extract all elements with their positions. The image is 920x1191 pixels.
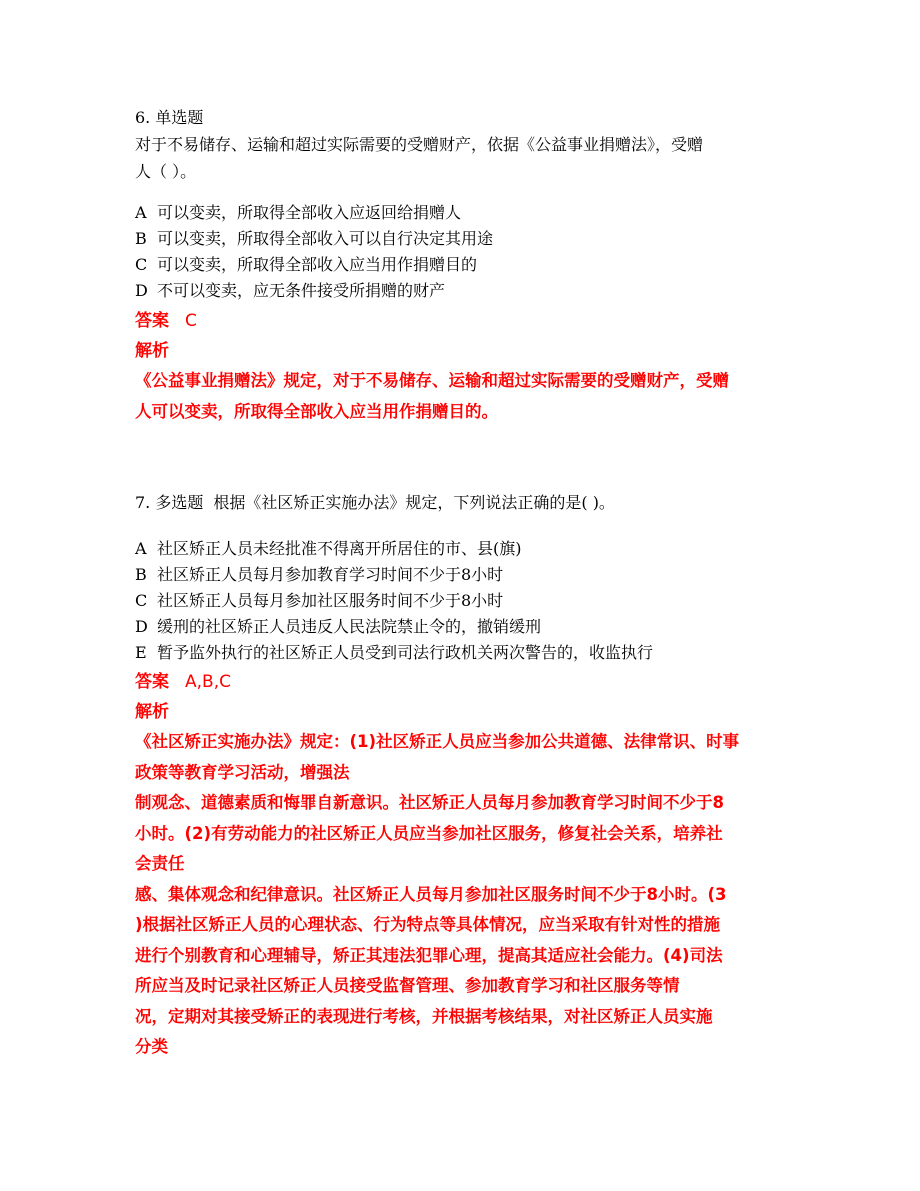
question-6-analysis — [135, 366, 790, 427]
option-letter: A — [135, 539, 147, 558]
analysis-line: 小时。(2)有劳动能力的社区矫正人员应当参加社区服务，修复社会关系，培养社 — [135, 823, 723, 843]
option-text: 社区矫正人员每月参加社区服务时间不少于8小时 — [157, 591, 504, 610]
question-6-options — [135, 200, 790, 304]
analysis-line: 政策等教育学习活动，增强法 — [135, 762, 350, 782]
option-b — [135, 562, 790, 588]
option-letter: A — [135, 203, 147, 222]
option-text: 可以变卖，所取得全部收入应当用作捐赠目的 — [157, 255, 478, 274]
option-d — [135, 278, 790, 304]
option-text: 缓刑的社区矫正人员违反人民法院禁止令的，撤销缓刑 — [157, 617, 542, 636]
option-d — [135, 614, 790, 640]
question-7-options — [135, 536, 790, 666]
option-text: 可以变卖，所取得全部收入应返回给捐赠人 — [157, 203, 462, 222]
option-c — [135, 252, 790, 278]
option-a — [135, 200, 790, 226]
option-text: 不可以变卖，应无条件接受所捐赠的财产 — [157, 281, 446, 300]
option-letter: C — [135, 591, 148, 610]
question-6-type: 6. 单选题 — [135, 108, 204, 127]
analysis-label: 解析 — [135, 702, 169, 722]
question-7-answer — [135, 667, 790, 1063]
option-b — [135, 226, 790, 252]
analysis-line: 进行个别教育和心理辅导，矫正其违法犯罪心理，提高其适应社会能力。(4)司法 — [135, 945, 723, 965]
question-6-answer — [135, 306, 790, 427]
option-text: 可以变卖，所取得全部收入可以自行决定其用途 — [157, 229, 494, 248]
question-6-stem-line-2: 人（ ）。 — [135, 162, 197, 181]
question-6 — [135, 104, 790, 185]
option-letter: C — [135, 255, 148, 274]
option-e — [135, 640, 790, 666]
analysis-line: 所应当及时记录社区矫正人员接受监督管理、参加教育学习和社区服务等情 — [135, 976, 680, 995]
option-letter: B — [135, 229, 147, 248]
option-letter: B — [135, 565, 147, 584]
option-letter: E — [135, 643, 147, 662]
analysis-line: 《社区矫正实施办法》规定：(1)社区矫正人员应当参加公共道德、法律常识、时事 — [135, 732, 740, 751]
option-text: 社区矫正人员未经批准不得离开所居住的市、县(旗) — [157, 539, 522, 558]
analysis-line: 会责任 — [135, 854, 185, 873]
analysis-label: 解析 — [135, 341, 169, 361]
analysis-line: 《公益事业捐赠法》规定，对于不易储存、运输和超过实际需要的受赠财产，受赠 — [135, 371, 729, 390]
answer-value: C — [185, 311, 197, 331]
question-7 — [135, 489, 790, 516]
answer-label: 答案 — [135, 672, 169, 692]
option-text: 暂予监外执行的社区矫正人员受到司法行政机关两次警告的，收监执行 — [157, 643, 654, 662]
option-c — [135, 588, 790, 614]
analysis-line: )根据社区矫正人员的心理状态、行为特点等具体情况，应当采取有针对性的措施 — [135, 915, 721, 934]
question-7-type: 7. 多选题 — [135, 493, 204, 512]
analysis-line: 人可以变卖，所取得全部收入应当用作捐赠目的。 — [135, 401, 498, 421]
option-a — [135, 536, 790, 562]
analysis-line: 感、集体观念和纪律意识。社区矫正人员每月参加社区服务时间不少于8小时。(3 — [135, 884, 727, 904]
option-letter: D — [135, 617, 148, 636]
question-7-stem: 根据《社区矫正实施办法》规定，下列说法正确的是( )。 — [213, 493, 615, 512]
analysis-line: 制观念、道德素质和悔罪自新意识。社区矫正人员每月参加教育学习时间不少于8 — [135, 793, 724, 812]
analysis-line: 况，定期对其接受矫正的表现进行考核，并根据考核结果，对社区矫正人员实施 — [135, 1006, 713, 1026]
option-text: 社区矫正人员每月参加教育学习时间不少于8小时 — [157, 565, 504, 584]
question-7-analysis — [135, 727, 790, 1063]
answer-value: A,B,C — [185, 672, 231, 692]
question-6-stem-line-1: 对于不易储存、运输和超过实际需要的受赠财产，依据《公益事业捐赠法》，受赠 — [135, 135, 704, 154]
answer-label: 答案 — [135, 311, 169, 331]
option-letter: D — [135, 281, 148, 300]
analysis-line: 分类 — [135, 1037, 168, 1056]
